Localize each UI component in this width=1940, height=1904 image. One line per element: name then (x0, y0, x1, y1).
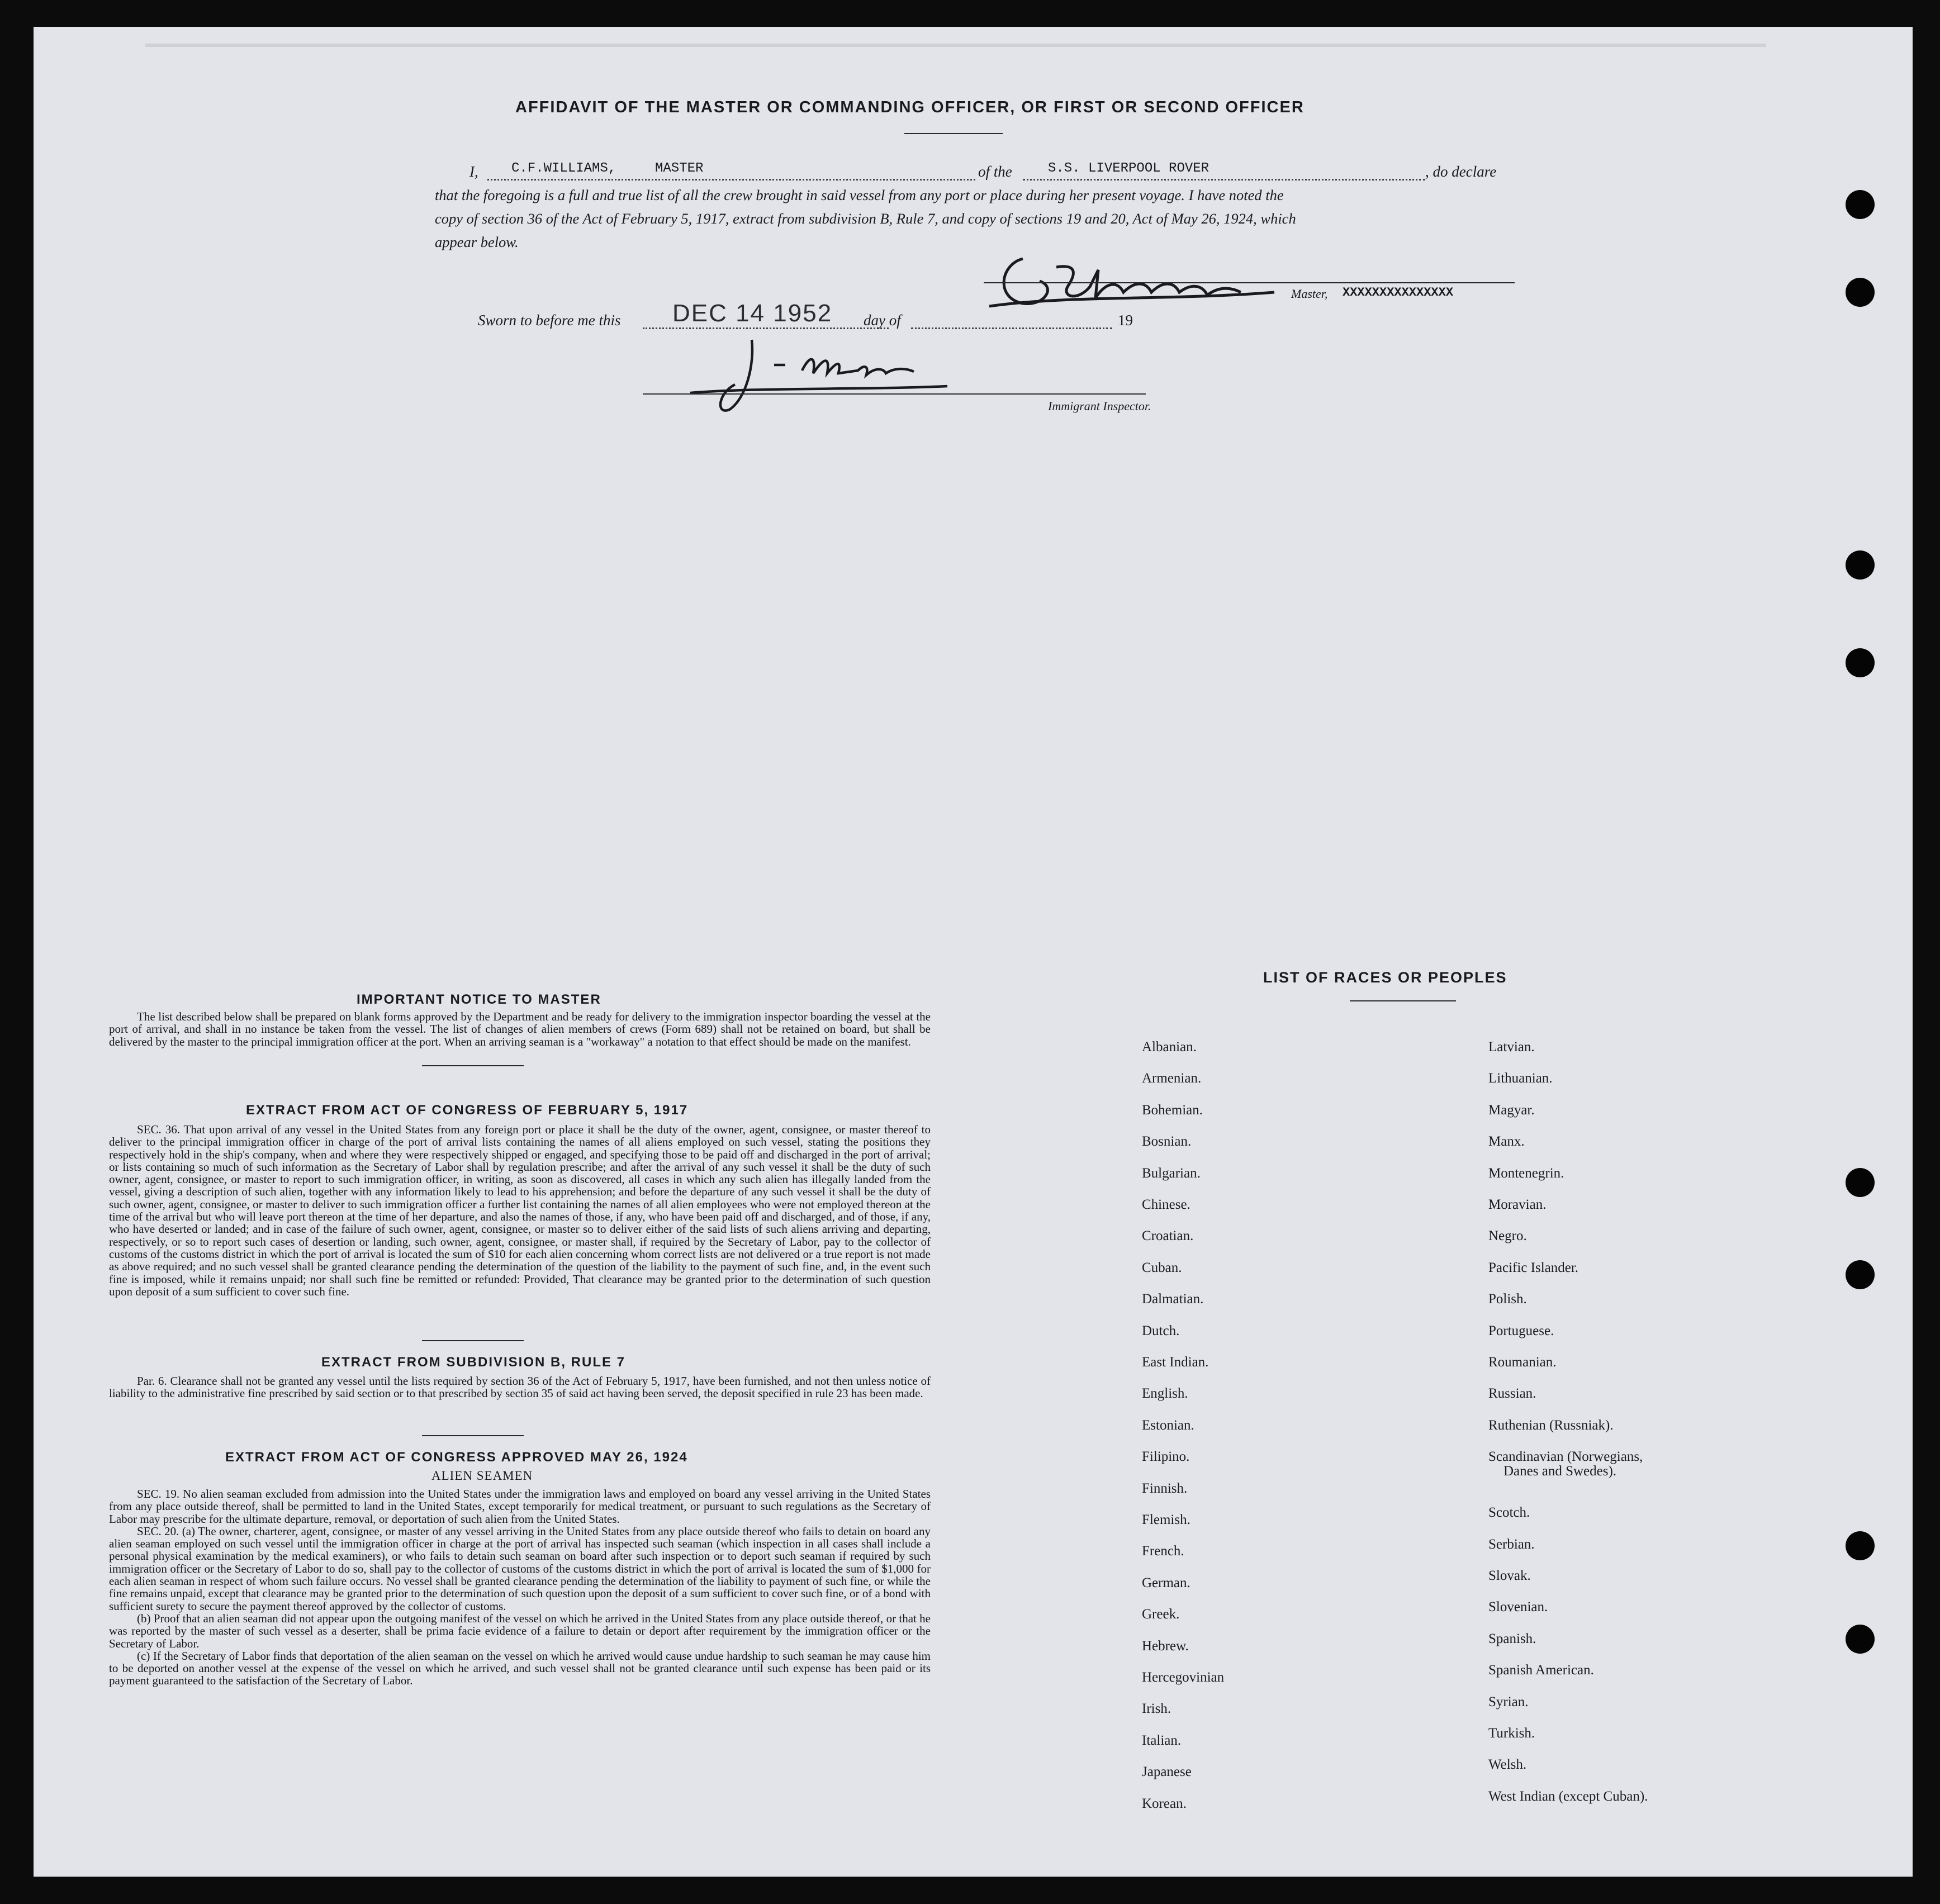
section-20c-paragraph: (c) If the Secretary of Labor finds that deportation of the alien seaman on the vessel on which he arrived would cause undue hardship to such seaman he may cause him to be deported on another vessel at the expense of the vessel on which he arrived, and such vessel shall not be granted clearance until such expense has been paid or its payment guaranteed to the satisfaction of the Secretary of Labor. (109, 1649, 931, 1688)
month-fill-line (911, 327, 1112, 329)
race-item: East Indian. (1142, 1355, 1209, 1370)
master-rank-value: MASTER (655, 161, 704, 176)
extract-rule7-title: EXTRACT FROM SUBDIVISION B, RULE 7 (321, 1355, 626, 1370)
race-item: Portuguese. (1488, 1323, 1554, 1338)
race-item: Chinese. (1142, 1197, 1190, 1212)
section-19-paragraph: SEC. 19. No alien seaman excluded from admission into the United States under the immigration laws and employed on board any vessel arriving in the United States from any place outside thereof, shall be permitted to land in the United States, except temporarily for medical treatment, or pursuant to such regulations as the Secretary of Labor may prescribe for the ultimate departure, removal, or deportation of such alien from the United States. (109, 1487, 931, 1526)
section-20b-paragraph: (b) Proof that an alien seaman did not appear upon the outgoing manifest of the vessel on which he arrived in the United States from any place outside thereof, or that he was reported by the master of such vessel as a deserter, shall be prima facie evidence of a failure to detain or deport after requirement by the immigration officer or the Secretary of Labor. (109, 1611, 931, 1650)
race-item: Croatian. (1142, 1228, 1194, 1244)
master-signature-line (984, 282, 1515, 283)
race-item: Albanian. (1142, 1039, 1197, 1055)
extract-1917-title: EXTRACT FROM ACT OF CONGRESS OF FEBRUARY 5, 1917 (246, 1103, 689, 1118)
race-item: French. (1142, 1544, 1184, 1559)
affidavit-line-4: appear below. (435, 234, 519, 250)
affidavit-line-3: copy of section 36 of the Act of February 5, 1917, extract from subdivision B, Rule 7, and copy of sections 19 and 20, Act of May 26, 1924, which (435, 210, 1296, 227)
race-item: Montenegrin. (1488, 1165, 1564, 1181)
extract-1917-text (109, 1123, 931, 1298)
race-item: Turkish. (1488, 1726, 1535, 1741)
race-item: Russian. (1488, 1386, 1536, 1402)
race-item: Latvian. (1488, 1039, 1535, 1055)
sworn-day-fill-line (643, 327, 889, 329)
race-item: Spanish American. (1488, 1663, 1594, 1678)
binder-hole (1846, 1531, 1875, 1560)
race-item: Syrian. (1488, 1694, 1529, 1710)
race-item: Dutch. (1142, 1323, 1180, 1338)
race-item: Lithuanian. (1488, 1071, 1553, 1086)
section-20a-paragraph: SEC. 20. (a) The owner, charterer, agent, consignee, or master of any vessel arriving in the United States from any place outside thereof who fails to detain on board any alien seaman employed on such vessel until the immigration officer in charge at the port of arrival has inspected such seaman (which inspection in all cases shall include a personal physical examination by the medical examiners), or who fails to detain such seaman on board after such inspection or to deport such seaman if required by such immigration officer or the Secretary of Labor to do so, shall pay to the collector of customs of the customs district in which the port of arrival is located the sum of $1,000 for each alien seaman in respect of whom such failure occurs. No vessel shall be granted clearance pending the determination of the liability to payment of such fine, or while the fine remains unpaid, except that clearance may be granted prior to the determination of such question upon the deposit of a sum sufficient to cover such fine, or of a bond with sufficient surety to secure the payment thereof approved by the collector of customs. (109, 1524, 931, 1613)
race-item: Bulgarian. (1142, 1165, 1201, 1181)
binder-hole (1846, 1260, 1875, 1289)
master-signature (984, 248, 1297, 320)
notice-divider (422, 1065, 524, 1066)
title-divider (904, 133, 1003, 134)
race-item: Hercegovinian (1142, 1670, 1225, 1685)
race-item: Hebrew. (1142, 1638, 1189, 1654)
day-of-label: day of (864, 312, 901, 329)
affidavit-i-label: I, (469, 163, 478, 180)
race-item: Ruthenian (Russniak). (1488, 1417, 1614, 1433)
races-divider (1350, 1000, 1456, 1001)
extract-1917-divider (422, 1340, 524, 1341)
race-item: Filipino. (1142, 1449, 1190, 1465)
binder-hole (1846, 278, 1875, 307)
race-item: Magyar. (1488, 1102, 1535, 1118)
affidavit-line-2: that the foregoing is a full and true list of all the crew brought in said vessel from any port or place during her present voyage. I have noted the (435, 187, 1284, 203)
binder-hole (1846, 190, 1875, 219)
bleed-through-marks (145, 44, 1766, 69)
race-item: Negro. (1488, 1228, 1527, 1244)
race-item: Cuban. (1142, 1260, 1182, 1275)
extract-rule7-paragraph: Par. 6. Clearance shall not be granted any vessel until the lists required by section 36 of the Act of February 5, 1917, have been furnished, and not then unless notice of liability to the administrative fine prescribed by said section or to that prescribed by section 35 of said act having been served, the deposit specified in rule 23 has been made. (109, 1374, 931, 1400)
race-item: Bohemian. (1142, 1102, 1203, 1118)
binder-hole (1846, 550, 1875, 580)
name-fill-line (487, 179, 975, 181)
of-the-label: of the (978, 163, 1012, 180)
race-item: English. (1142, 1386, 1188, 1402)
race-item: Scotch. (1488, 1505, 1530, 1521)
extract-rule7-text (109, 1375, 931, 1400)
year-prefix: 19 (1118, 312, 1133, 329)
race-item: Pacific Islander. (1488, 1260, 1579, 1275)
race-item: Greek. (1142, 1607, 1180, 1622)
notice-title: IMPORTANT NOTICE TO MASTER (357, 992, 601, 1007)
affidavit-title: AFFIDAVIT OF THE MASTER OR COMMANDING OFFICER, OR FIRST OR SECOND OFFICER (515, 98, 1305, 116)
race-item: Polish. (1488, 1292, 1527, 1307)
race-item: Korean. (1142, 1796, 1187, 1811)
inspector-label: Immigrant Inspector. (1048, 399, 1151, 413)
race-item: Flemish. (1142, 1512, 1190, 1527)
race-item: Manx. (1488, 1134, 1525, 1150)
race-item: German. (1142, 1575, 1190, 1590)
inspector-signature-line (643, 393, 1146, 395)
inspector-signature (690, 331, 953, 421)
race-item: Estonian. (1142, 1417, 1194, 1433)
extract-1924-subtitle: ALIEN SEAMEN (431, 1469, 533, 1483)
race-item: Bosnian. (1142, 1134, 1192, 1150)
race-item: Spanish. (1488, 1631, 1536, 1646)
race-item: Welsh. (1488, 1757, 1527, 1773)
race-item: Serbian. (1488, 1536, 1535, 1552)
race-item: Armenian. (1142, 1071, 1202, 1086)
race-item: Scandinavian (Norwegians, (1488, 1449, 1643, 1465)
race-item: Finnish. (1142, 1480, 1188, 1496)
races-title: LIST OF RACES OR PEOPLES (1263, 969, 1507, 986)
race-item: Irish. (1142, 1701, 1171, 1717)
sworn-label: Sworn to before me this (478, 312, 621, 329)
race-item: Roumanian. (1488, 1355, 1557, 1370)
extract-1924-text (109, 1488, 931, 1687)
binder-hole (1846, 1168, 1875, 1197)
do-declare-label: , do declare (1425, 163, 1497, 180)
master-struck-text: XXXXXXXXXXXXXXX (1343, 286, 1454, 300)
notice-text (109, 1010, 931, 1048)
race-item: Italian. (1142, 1732, 1182, 1748)
extract-rule7-divider (422, 1435, 524, 1436)
race-item: Dalmatian. (1142, 1292, 1204, 1307)
binder-hole (1846, 648, 1875, 677)
race-item: Slovenian. (1488, 1599, 1548, 1615)
notice-paragraph: The list described below shall be prepared on blank forms approved by the Department and be ready for delivery to the immigration inspector boarding the vessel at the port of arrival, and shall in no instance be taken from the vessel. The list of changes of alien members of crews (Form 689) shall not be retained on board, but shall be delivered by the master to the principal immigration officer at the port. When an arriving seaman is a "workaway" a notation to that effect should be made on the manifest. (109, 1010, 931, 1048)
race-item: Japanese (1142, 1764, 1192, 1780)
extract-1917-paragraph: SEC. 36. That upon arrival of any vessel in the United States from any foreign port or place it shall be the duty of the owner, agent, consignee, or master thereof to deliver to the principal immigration officer in charge of the port of arrival lists containing the names of all aliens employed on such vessel, stating the positions they respectively hold in the ship's company, when and where they were respectively shipped or engaged, and specifying those to be paid off and discharged in the port of arrival; or lists containing so much of such information as the Secretary of Labor shall by regulation prescribe; and after the arrival of any such vessel it shall be the duty of such owner, agent, consignee, or master to report to such immigration officer, in writing, as soon as discovered, all cases in which any such alien has illegally landed from the vessel, giving a description of such alien, together with any information likely to lead to his apprehension; and before the departure of any such vessel it shall be the duty of such owner, agent, consignee, or master to deliver to such immigration officer a further list containing the names of all alien employees who were not employed thereon at the time of the arrival but who will leave port thereon at the time of her departure, and also the names of those, if any, who have been paid off and discharged, and of those, if any, who have deserted or landed; and in case of the failure of such owner, agent, consignee, or master so to deliver either of the said lists of such aliens arriving and departing, respectively, or so to report such cases of desertion or landing, such owner, agent, consignee, or master shall, if required by the Secretary of Labor, pay to the collector of customs of the customs district in which the port of arrival is located the sum of $10 for each alien concerning whom correct lists are not delivered or a true report is not made as above required; and no such vessel shall be granted clearance pending the determination of the question of the liability to the payment of such fine, and, in the event such fine is imposed, while it remains unpaid; nor shall such fine be remitted or refunded: Provided, That clearance may be granted prior to the determination of such question upon deposit of a sum sufficient to cover such fine. (109, 1123, 931, 1298)
race-item: West Indian (except Cuban). (1488, 1788, 1648, 1804)
extract-1924-title: EXTRACT FROM ACT OF CONGRESS APPROVED MAY 26, 1924 (225, 1450, 688, 1465)
binder-hole (1846, 1625, 1875, 1654)
vessel-name-value: S.S. LIVERPOOL ROVER (1048, 161, 1209, 176)
race-item: Danes and Swedes). (1503, 1464, 1617, 1479)
date-stamp: DEC 14 1952 (672, 300, 833, 327)
race-item: Slovak. (1488, 1568, 1531, 1583)
vessel-fill-line (1023, 179, 1425, 181)
master-label: Master, (1291, 287, 1328, 301)
master-name-value: C.F.WILLIAMS, (511, 161, 616, 176)
document-page (34, 27, 1913, 1877)
race-item: Moravian. (1488, 1197, 1547, 1212)
